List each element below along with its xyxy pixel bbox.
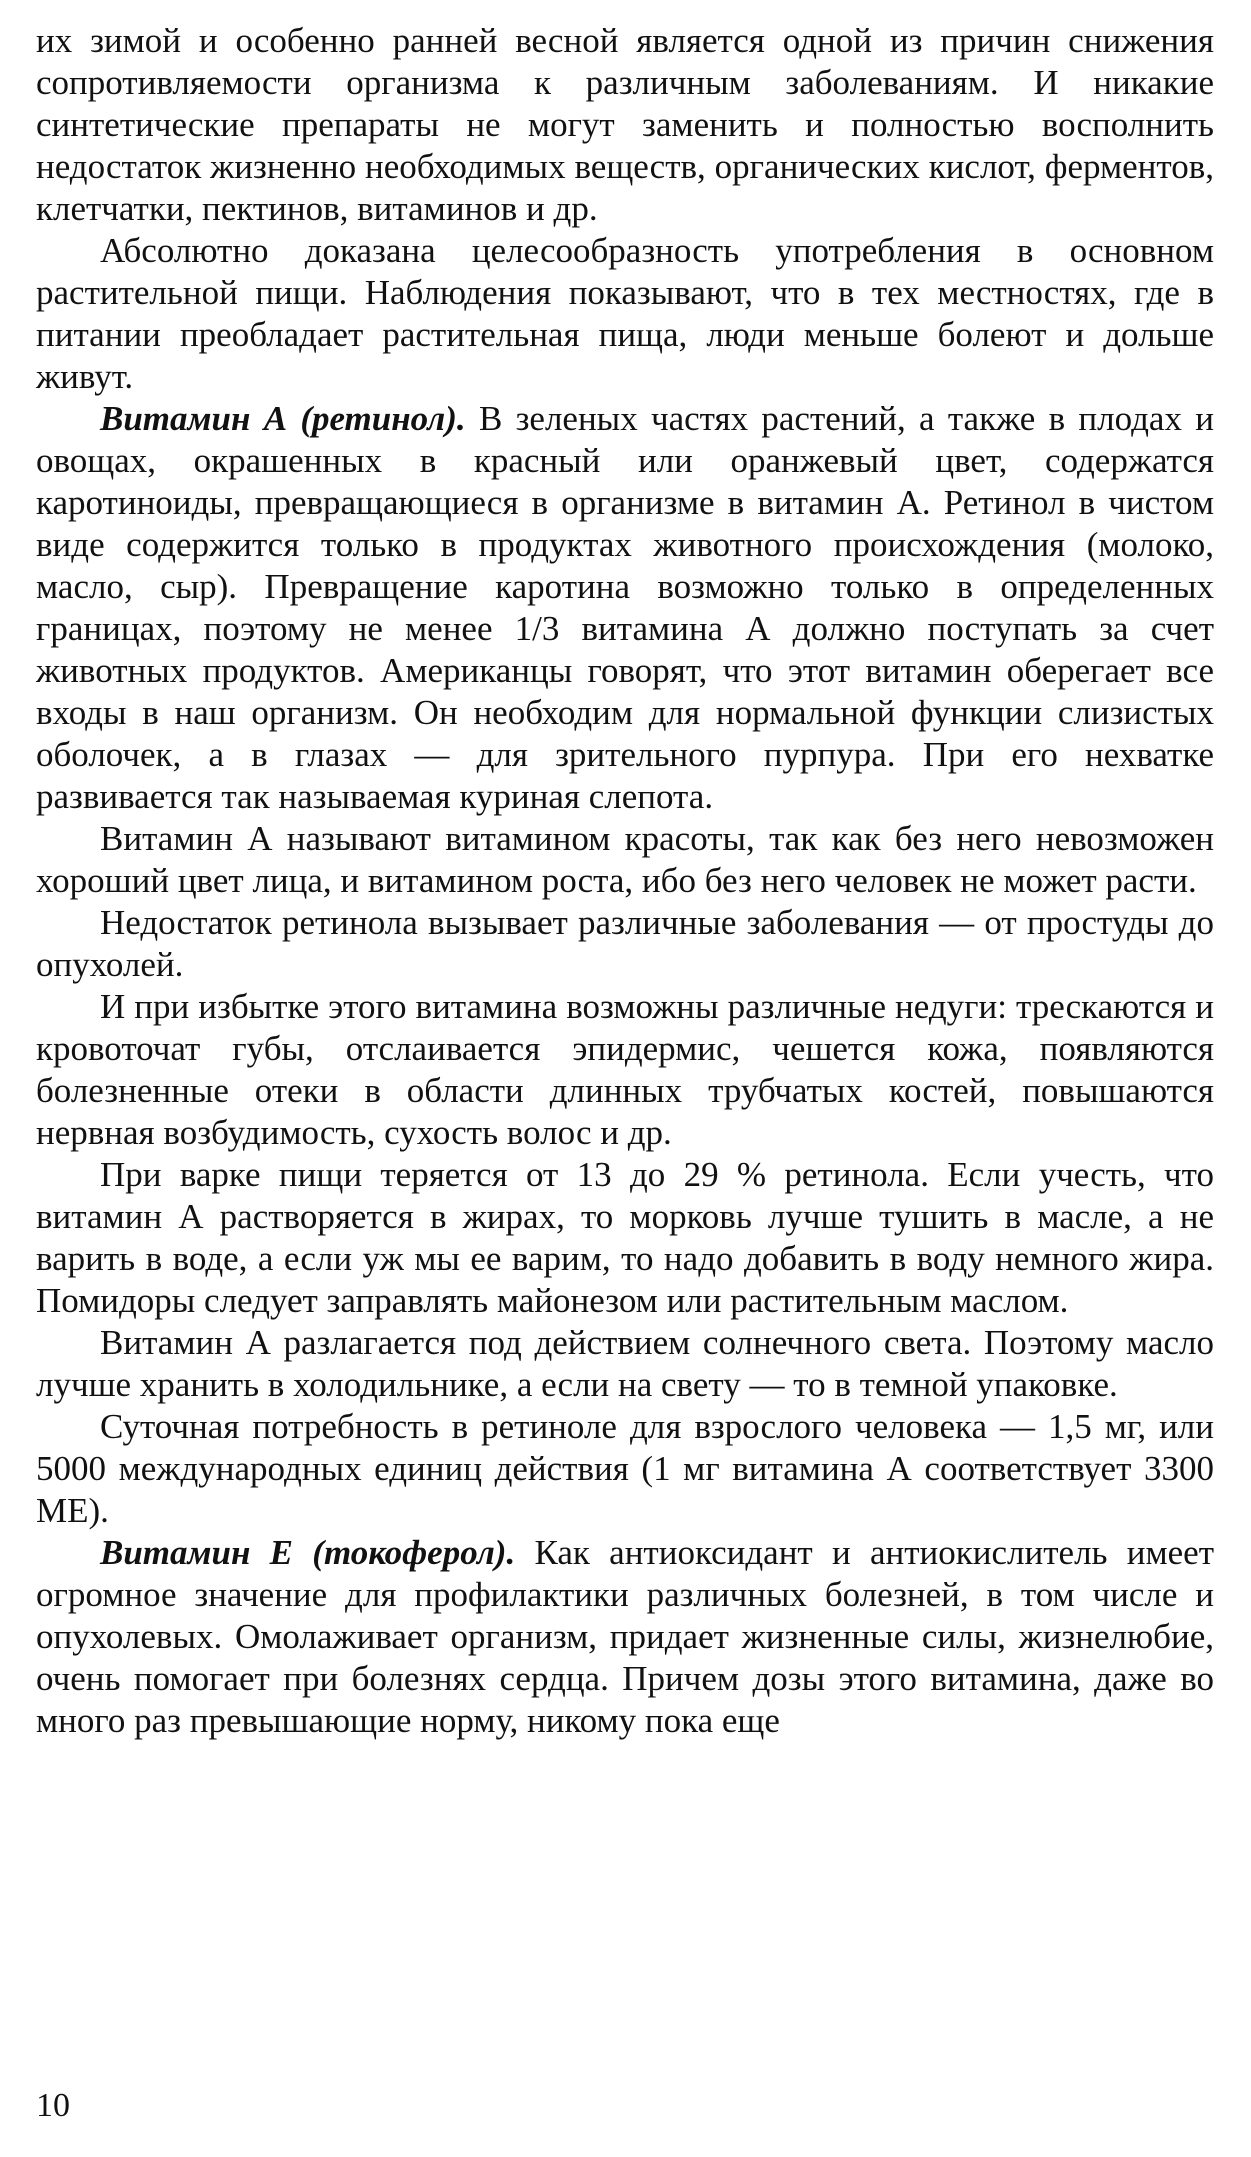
page-text — [36, 20, 1214, 2020]
paragraph-text: их зимой и особенно ранней весной является одной из причин снижения сопротивляемости организма к различным заболеваниям. И никакие синтетические препараты не могут заменить и полностью восполнить недостаток жизненно необходимых веществ, органических кислот, ферментов, клетчатки, пектинов, витаминов и др. — [36, 21, 1214, 228]
paragraph-beauty-vitamin — [36, 818, 1214, 902]
paragraph-text: При варке пищи теряется от 13 до 29 % ретинола. Если учесть, что витамин А растворяется в жирах, то морковь лучше тушить в масле, а не варить в воде, а если уж мы ее варим, то надо добавить в воду немного жира. Помидоры следует заправлять майонезом или растительным маслом. — [36, 1155, 1214, 1320]
paragraph-vitamin-e — [36, 1532, 1214, 1742]
vitamin-e-heading: Витамин Е (токоферол). — [100, 1533, 516, 1572]
paragraph-sunlight — [36, 1322, 1214, 1406]
page-number: 10 — [36, 2087, 70, 2124]
paragraph-text: В зеленых частях растений, а также в плодах и овощах, окрашенных в красный или оранжевый цвет, содержатся каротиноиды, превращающиеся в организме в витамин А. Ретинол в чистом виде содержится только в продуктах животного происхождения (молоко, масло, сыр). Превращение каротина возможно только в определенных границах, поэтому не менее 1/3 витамина А должно поступать за счет животных продуктов. Американцы говорят, что этот витамин оберегает все входы в наш организм. Он необходим для нормальной функции слизистых оболочек, а в глазах — для зрительного пурпура. При его нехватке развивается так называемая куриная слепота. — [36, 399, 1214, 816]
paragraph-continuation — [36, 20, 1214, 230]
paragraph-cooking-loss — [36, 1154, 1214, 1322]
paragraph-text: Как антиоксидант и антиокислитель имеет огромное значение для профилактики различных болезней, в том числе и опухолевых. Омолаживает организм, придает жизненные силы, жизнелюбие, очень помогает при болезнях сердца. Причем дозы этого витамина, даже во много раз превышающие норму, никому пока еще — [36, 1533, 1214, 1740]
paragraph-text: Недостаток ретинола вызывает различные заболевания — от простуды до опухолей. — [36, 903, 1214, 984]
vitamin-a-heading: Витамин А (ретинол). — [100, 399, 466, 438]
paragraph-daily-need — [36, 1406, 1214, 1532]
paragraph-text: Витамин А разлагается под действием солнечного света. Поэтому масло лучше хранить в холодильнике, а если на свету — то в темной упаковке. — [36, 1323, 1214, 1404]
paragraph-retinol-excess — [36, 986, 1214, 1154]
paragraph-text: Суточная потребность в ретиноле для взрослого человека — 1,5 мг, или 5000 международных единиц действия (1 мг витамина А соответствует 3300 МЕ). — [36, 1407, 1214, 1530]
paragraph-text: Абсолютно доказана целесообразность употребления в основном растительной пищи. Наблюдения показывают, что в тех местностях, где в питании преобладает растительная пища, люди меньше болеют и дольше живут. — [36, 231, 1214, 396]
paragraph-text: И при избытке этого витамина возможны различные недуги: трескаются и кровоточат губы, отслаивается эпидермис, чешется кожа, появляются болезненные отеки в области длинных трубчатых костей, повышаются нервная возбудимость, сухость волос и др. — [36, 987, 1214, 1152]
paragraph-retinol-deficiency — [36, 902, 1214, 986]
paragraph-plant-food — [36, 230, 1214, 398]
paragraph-vitamin-a — [36, 398, 1214, 818]
paragraph-text: Витамин А называют витамином красоты, так как без него невозможен хороший цвет лица, и витамином роста, ибо без него человек не может расти. — [36, 819, 1214, 900]
